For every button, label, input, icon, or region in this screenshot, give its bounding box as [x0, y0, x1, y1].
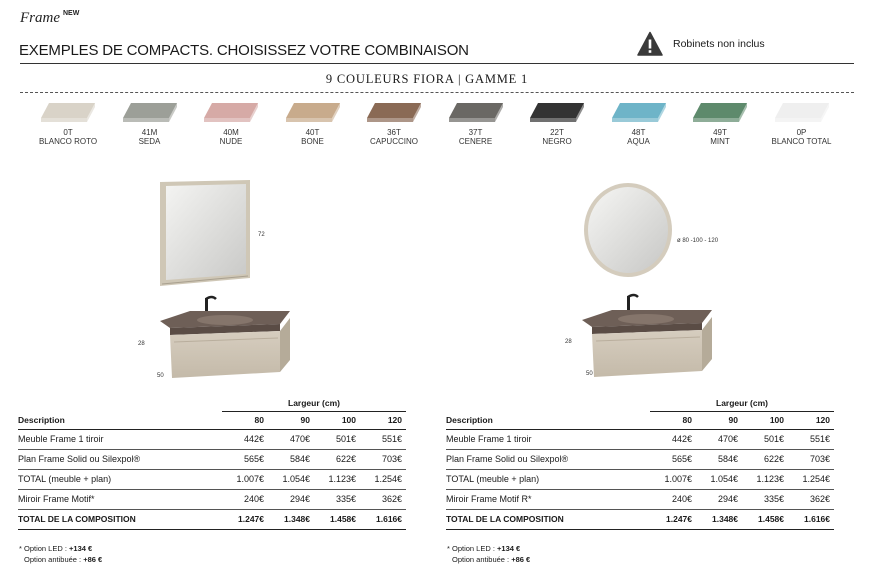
- price-cell: 1.247€: [650, 509, 696, 529]
- price-cell: 470€: [696, 429, 742, 449]
- color-code: 49T: [713, 128, 727, 137]
- row-label: Plan Frame Solid ou Silexpol®: [18, 449, 222, 469]
- color-swatch: [28, 100, 108, 146]
- color-swatch: [110, 100, 190, 146]
- width-group-header: Largeur (cm): [222, 395, 406, 411]
- price-cell: 703€: [360, 449, 406, 469]
- price-cell: 703€: [788, 449, 834, 469]
- color-name: CENERE: [458, 137, 493, 146]
- table-row: [18, 429, 406, 449]
- price-cell: 1.348€: [696, 509, 742, 529]
- color-swatch: [273, 100, 353, 146]
- price-cell: 622€: [742, 449, 788, 469]
- price-cell: 240€: [650, 489, 696, 509]
- width-group-header: Largeur (cm): [650, 395, 834, 411]
- color-swatch: [191, 100, 271, 146]
- color-name: NUDE: [219, 137, 243, 146]
- options-note-2: [447, 543, 530, 565]
- row-label: Miroir Frame Motif R*: [446, 489, 650, 509]
- color-code: 48T: [631, 128, 646, 137]
- color-swatch: [680, 100, 760, 146]
- option-note-label: Option antibuée :: [24, 555, 84, 564]
- row-label: Plan Frame Solid ou Silexpol®: [446, 449, 650, 469]
- vanity-round-mirror-illustration: [560, 168, 730, 386]
- color-tile: [528, 100, 586, 128]
- color-swatches: [28, 100, 852, 152]
- color-swatch: [436, 100, 516, 146]
- option-note-label: Option antibuée :: [452, 555, 512, 564]
- price-cell: 1.254€: [360, 469, 406, 489]
- price-cell: 362€: [788, 489, 834, 509]
- width-column-header: 120: [788, 411, 834, 429]
- price-table-2: [446, 395, 834, 530]
- price-cell: 335€: [314, 489, 360, 509]
- price-cell: 362€: [360, 489, 406, 509]
- price-cell: 294€: [268, 489, 314, 509]
- table-row: [18, 469, 406, 489]
- description-header: Description: [18, 411, 222, 429]
- row-label: TOTAL DE LA COMPOSITION: [446, 509, 650, 529]
- option-note: [19, 554, 102, 565]
- price-cell: 1.007€: [222, 469, 268, 489]
- color-tile: [202, 100, 260, 128]
- price-cell: 240€: [222, 489, 268, 509]
- width-column-header: 90: [696, 411, 742, 429]
- price-cell: 1.123€: [314, 469, 360, 489]
- description-header: Description: [446, 411, 650, 429]
- color-name: BLANCO ROTO: [38, 137, 98, 146]
- color-name: NEGRO: [542, 137, 572, 146]
- options-note-1: [19, 543, 102, 565]
- mirror-diameter-label: ø 80 -100 - 120: [677, 238, 719, 244]
- product-image-1: [130, 166, 300, 386]
- color-code: 40M: [223, 128, 239, 137]
- row-label: TOTAL (meuble + plan): [18, 469, 222, 489]
- color-code: 0P: [796, 128, 807, 137]
- color-tile: [284, 100, 342, 128]
- table-row: [18, 509, 406, 529]
- option-note-label: * Option LED :: [447, 544, 498, 553]
- color-swatch: [354, 100, 434, 146]
- warning-icon: [637, 31, 663, 57]
- section-title: 9 COULEURS FIORA | GAMME 1: [325, 72, 529, 86]
- option-note: [447, 554, 530, 565]
- row-label: TOTAL DE LA COMPOSITION: [18, 509, 222, 529]
- color-name: CAPUCCINO: [369, 137, 418, 146]
- width-column-header: 100: [314, 411, 360, 429]
- width-column-header: 100: [742, 411, 788, 429]
- table-row: [446, 489, 834, 509]
- width-column-header: 90: [268, 411, 314, 429]
- color-tile: [610, 100, 668, 128]
- color-name: BONE: [301, 137, 324, 146]
- option-note-price: +86 €: [511, 555, 531, 564]
- color-code: 37T: [468, 128, 483, 137]
- page-title: EXEMPLES DE COMPACTS. CHOISISSEZ VOTRE COMBINAISON: [19, 42, 469, 59]
- option-note: [19, 543, 102, 554]
- table-row: [18, 489, 406, 509]
- color-tile: [365, 100, 423, 128]
- price-cell: 335€: [742, 489, 788, 509]
- price-cell: 584€: [268, 449, 314, 469]
- color-tile: [39, 100, 97, 128]
- dashed-divider: [20, 92, 854, 93]
- price-cell: 442€: [650, 429, 696, 449]
- price-cell: 1.616€: [360, 509, 406, 529]
- price-cell: 1.616€: [788, 509, 834, 529]
- depth-label: 28: [565, 339, 572, 345]
- color-tile: [773, 100, 831, 128]
- table-row: [446, 449, 834, 469]
- width-column-header: 80: [650, 411, 696, 429]
- option-note-price: +134 €: [69, 544, 93, 553]
- price-cell: 565€: [650, 449, 696, 469]
- price-cell: 1.458€: [314, 509, 360, 529]
- brand-name: Frame: [20, 10, 60, 26]
- color-swatch: [762, 100, 842, 146]
- color-tile: [691, 100, 749, 128]
- price-cell: 1.254€: [788, 469, 834, 489]
- price-cell: 584€: [696, 449, 742, 469]
- table-row: [18, 449, 406, 469]
- table-row: [446, 509, 834, 529]
- color-tile: [447, 100, 505, 128]
- price-cell: 470€: [268, 429, 314, 449]
- price-cell: 1.247€: [222, 509, 268, 529]
- color-name: SEDA: [138, 137, 161, 146]
- option-note-label: * Option LED :: [19, 544, 70, 553]
- price-cell: 1.348€: [268, 509, 314, 529]
- price-cell: 1.123€: [742, 469, 788, 489]
- price-cell: 442€: [222, 429, 268, 449]
- price-cell: 551€: [788, 429, 834, 449]
- price-cell: 501€: [314, 429, 360, 449]
- header-divider: [20, 63, 854, 64]
- row-label: Meuble Frame 1 tiroir: [18, 429, 222, 449]
- color-code: 22T: [550, 128, 564, 137]
- vanity-rect-mirror-illustration: [130, 166, 300, 386]
- price-cell: 1.007€: [650, 469, 696, 489]
- product-image-2: [560, 168, 730, 386]
- new-badge: NEW: [63, 10, 80, 17]
- color-code: 41M: [141, 128, 158, 137]
- price-table-1: [18, 395, 406, 530]
- faucet-notice: [637, 31, 765, 57]
- color-swatch: [599, 100, 679, 146]
- option-note: [447, 543, 530, 554]
- price-cell: 622€: [314, 449, 360, 469]
- price-cell: 565€: [222, 449, 268, 469]
- color-name: BLANCO TOTAL: [771, 137, 832, 146]
- width-column-header: 120: [360, 411, 406, 429]
- option-note-price: +86 €: [83, 555, 103, 564]
- color-tile: [121, 100, 179, 128]
- price-cell: 1.054€: [696, 469, 742, 489]
- width-label: 50: [157, 373, 164, 379]
- brand-title: [20, 10, 79, 27]
- color-code: 0T: [63, 128, 73, 137]
- color-code: 36T: [387, 128, 401, 137]
- price-cell: 551€: [360, 429, 406, 449]
- price-cell: 1.054€: [268, 469, 314, 489]
- width-column-header: 80: [222, 411, 268, 429]
- color-name: MINT: [710, 137, 730, 146]
- option-note-price: +134 €: [497, 544, 521, 553]
- price-cell: 1.458€: [742, 509, 788, 529]
- table-row: [446, 469, 834, 489]
- mirror-height-label: 72: [258, 232, 265, 238]
- table-row: [446, 429, 834, 449]
- price-cell: 294€: [696, 489, 742, 509]
- color-code: 40T: [305, 128, 320, 137]
- width-label: 50: [586, 371, 593, 377]
- row-label: Meuble Frame 1 tiroir: [446, 429, 650, 449]
- color-name: AQUA: [627, 137, 650, 146]
- depth-label: 28: [138, 341, 145, 347]
- price-cell: 501€: [742, 429, 788, 449]
- notice-text: Robinets non inclus: [673, 38, 765, 50]
- row-label: Miroir Frame Motif*: [18, 489, 222, 509]
- row-label: TOTAL (meuble + plan): [446, 469, 650, 489]
- color-swatch: [517, 100, 597, 146]
